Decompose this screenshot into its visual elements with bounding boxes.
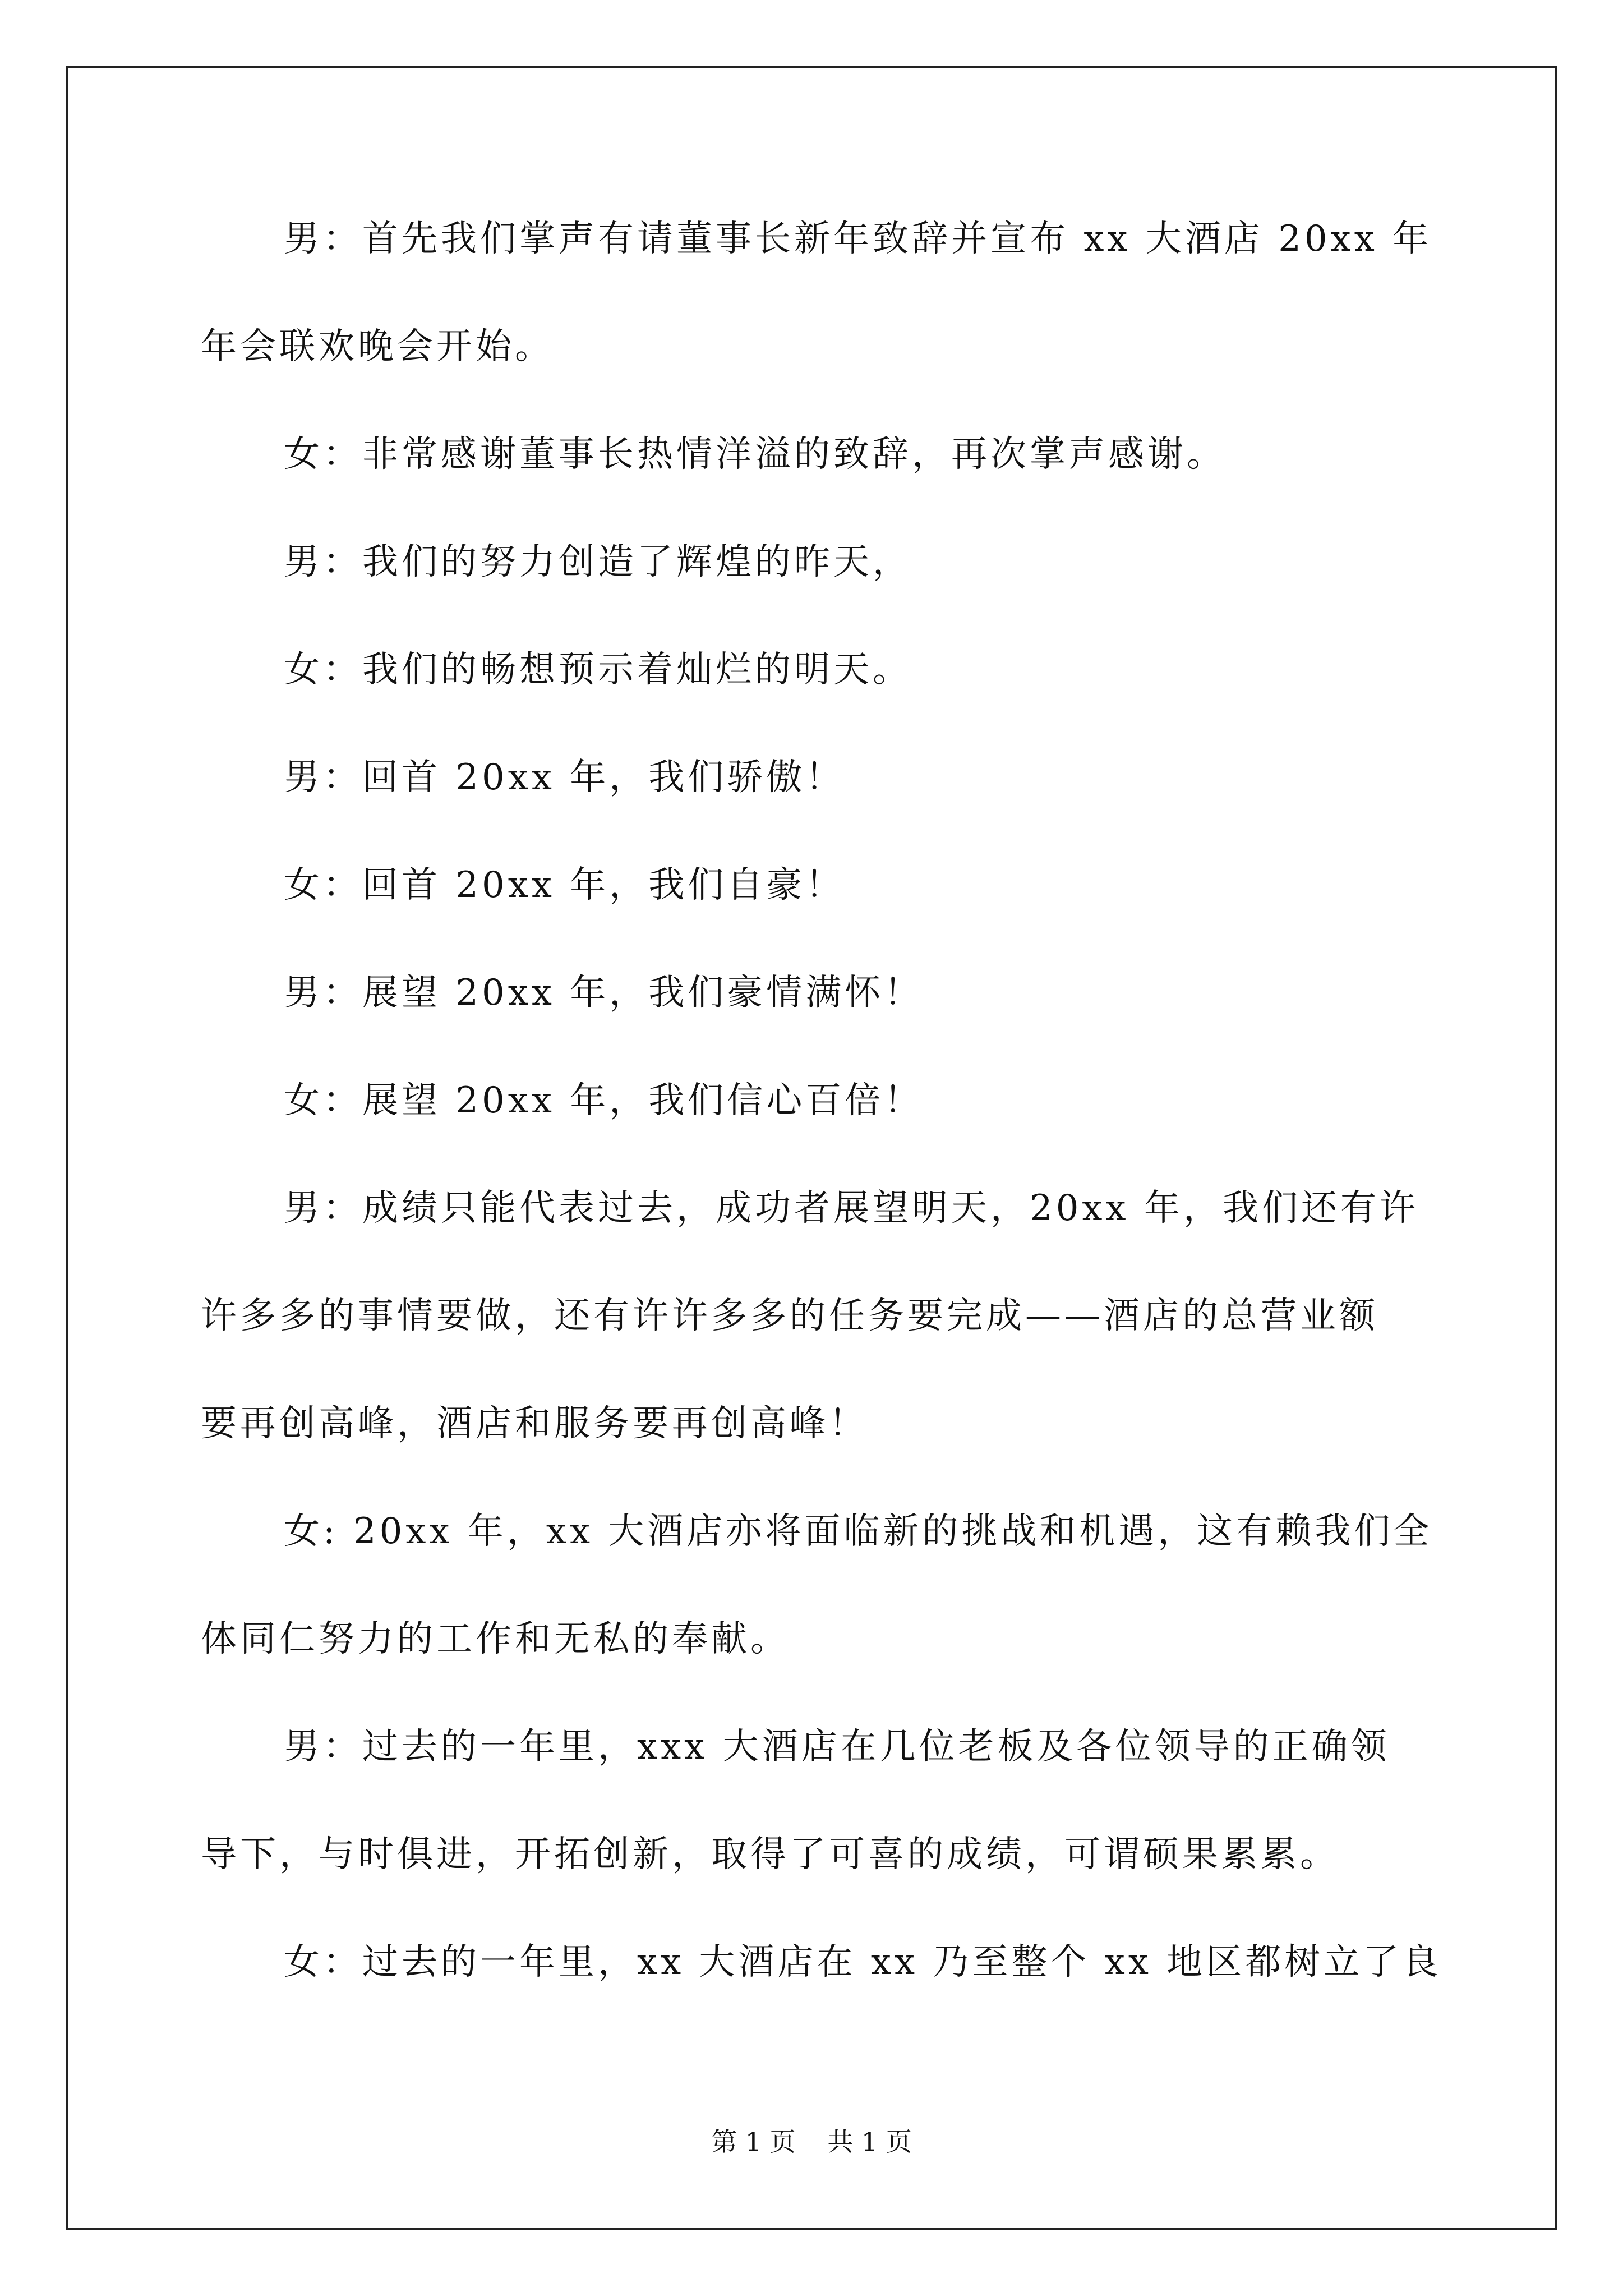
paragraph-line: 许多多的事情要做，还有许许多多的任务要完成——酒店的总营业额	[201, 1295, 1378, 1337]
paragraph	[201, 1720, 1435, 1881]
paragraph	[201, 751, 1435, 804]
paragraph	[201, 1074, 1435, 1128]
paragraph	[201, 535, 1435, 589]
paragraph-line: 男：我们的努力创造了辉煌的昨天，	[284, 541, 912, 583]
paragraph	[201, 212, 1435, 374]
paragraph-line: 女: 20xx 年，xx 大酒店亦将面临新的挑战和机遇，这有赖我们全	[284, 1511, 1433, 1552]
document-body	[201, 212, 1442, 1989]
paragraph-line: 男：首先我们掌声有请董事长新年致辞并宣布 xx 大酒店 20xx 年	[284, 218, 1432, 260]
paragraph-line: 男：回首 20xx 年，我们骄傲！	[284, 757, 845, 798]
paragraph	[201, 427, 1435, 481]
paragraph	[201, 1181, 1435, 1451]
paragraph-line: 男：展望 20xx 年，我们豪情满怀！	[284, 972, 924, 1014]
paragraph-line: 年会联欢晚会开始。	[201, 326, 554, 367]
paragraph-line: 要再创高峰，酒店和服务要再创高峰！	[201, 1403, 868, 1444]
paragraph-line: 男：成绩只能代表过去，成功者展望明天，20xx 年，我们还有许	[284, 1188, 1419, 1229]
paragraph-line: 女：回首 20xx 年，我们自豪！	[284, 864, 845, 906]
paragraph-line: 男：过去的一年里，xxx 大酒店在几位老板及各位领导的正确领	[284, 1726, 1390, 1768]
paragraph-line: 导下，与时俱进，开拓创新，取得了可喜的成绩，可谓硕果累累。	[201, 1834, 1339, 1875]
paragraph	[201, 858, 1435, 912]
paragraph-line: 女：展望 20xx 年，我们信心百倍！	[284, 1080, 924, 1121]
paragraph	[201, 1504, 1435, 1666]
page-number-total: 共 1 页	[827, 2127, 912, 2157]
paragraph-line: 女：非常感谢董事长热情洋溢的致辞，再次掌声感谢。	[284, 434, 1226, 475]
paragraph	[201, 1935, 1442, 1989]
paragraph-line: 体同仁努力的工作和无私的奉献。	[201, 1618, 790, 1660]
paragraph-line: 女：我们的畅想预示着灿烂的明天。	[284, 649, 912, 691]
paragraph	[201, 966, 1435, 1020]
page-number-current: 第 1 页	[711, 2127, 796, 2157]
paragraph	[201, 643, 1435, 697]
paragraph-line: 女：过去的一年里，xx 大酒店在 xx 乃至整个 xx 地区都树立了良	[284, 1941, 1442, 1983]
page-footer	[0, 2126, 1623, 2157]
